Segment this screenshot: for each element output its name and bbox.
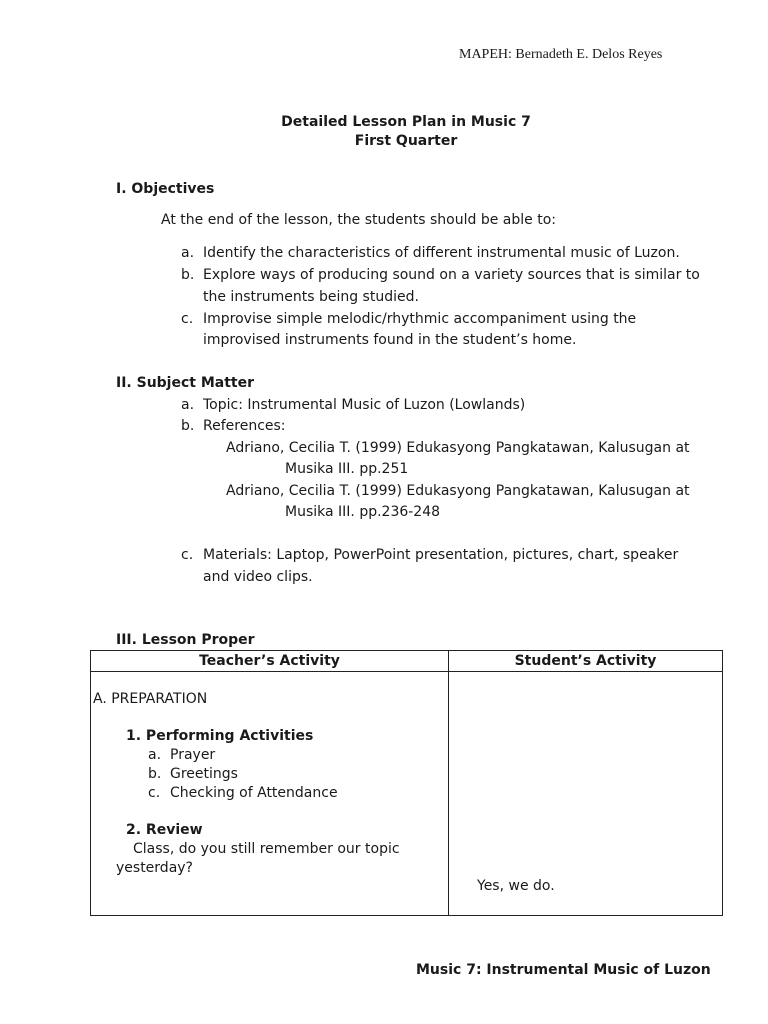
activity-text: Greetings	[170, 766, 238, 782]
table-column-divider	[448, 651, 449, 915]
student-answer: Yes, we do.	[477, 878, 555, 894]
list-letter: c.	[181, 311, 194, 327]
objective-item	[181, 265, 700, 286]
objective-text-continued: the instruments being studied.	[203, 289, 419, 305]
list-letter: b.	[181, 418, 195, 434]
preparation-heading: A. PREPARATION	[93, 691, 208, 707]
objective-item	[181, 309, 636, 330]
objective-text: Identify the characteristics of different instrumental music of Luzon.	[203, 245, 680, 261]
objectives-intro: At the end of the lesson, the students should be able to:	[161, 212, 556, 228]
objective-text: Improvise simple melodic/rhythmic accompaniment using the	[203, 311, 637, 327]
reference-entry-continued: Musika III. pp.236-248	[285, 504, 441, 520]
list-letter: a.	[181, 397, 195, 413]
topic-item	[181, 395, 525, 416]
activity-text: Prayer	[170, 747, 216, 763]
objective-text: Explore ways of producing sound on a variety sources that is similar to	[203, 267, 700, 283]
document-title: Detailed Lesson Plan in Music 7	[281, 114, 531, 130]
activity-item	[148, 745, 215, 766]
document-subtitle: First Quarter	[354, 133, 458, 149]
reference-entry: Adriano, Cecilia T. (1999) Edukasyong Pangkatawan, Kalusugan at	[226, 483, 690, 499]
topic-text: Topic: Instrumental Music of Luzon (Lowlands)	[203, 397, 526, 413]
lesson-proper-heading: III. Lesson Proper	[116, 632, 255, 648]
student-activity-header: Student’s Activity	[514, 653, 657, 669]
activity-item	[148, 783, 338, 804]
review-heading: 2. Review	[126, 822, 203, 838]
list-letter: b.	[181, 267, 195, 283]
page-footer: Music 7: Instrumental Music of Luzon	[416, 962, 711, 978]
materials-text: Materials: Laptop, PowerPoint presentation, pictures, chart, speaker	[203, 547, 679, 563]
objectives-heading: I. Objectives	[116, 181, 215, 197]
activity-item	[148, 764, 238, 785]
references-label: References:	[203, 418, 286, 434]
list-letter: a.	[148, 747, 162, 763]
list-letter: a.	[181, 245, 195, 261]
page-header: MAPEH: Bernadeth E. Delos Reyes	[459, 47, 663, 62]
objective-item	[181, 243, 680, 264]
objective-text-continued: improvised instruments found in the student’s home.	[203, 332, 577, 348]
reference-entry: Adriano, Cecilia T. (1999) Edukasyong Pangkatawan, Kalusugan at	[226, 440, 690, 456]
table-header-divider	[91, 671, 722, 672]
references-item	[181, 416, 286, 437]
list-letter: c.	[181, 547, 194, 563]
materials-item	[181, 545, 678, 566]
list-letter: b.	[148, 766, 162, 782]
activity-text: Checking of Attendance	[170, 785, 338, 801]
teacher-activity-header: Teacher’s Activity	[199, 653, 340, 669]
review-question: Class, do you still remember our topic	[133, 841, 400, 857]
list-letter: c.	[148, 785, 161, 801]
performing-activities-heading: 1. Performing Activities	[126, 728, 314, 744]
subject-matter-heading: II. Subject Matter	[116, 375, 255, 391]
review-question-continued: yesterday?	[116, 860, 193, 876]
materials-text-continued: and video clips.	[203, 569, 313, 585]
reference-entry-continued: Musika III. pp.251	[285, 461, 409, 477]
